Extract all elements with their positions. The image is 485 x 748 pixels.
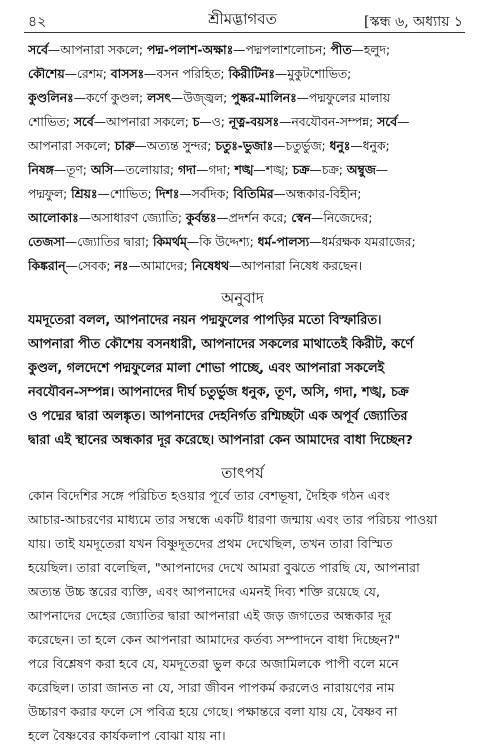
translation-line: কুণ্ডল, গলদেশে পদ্মফুলের মালা শোভা পাচ্ছে, এবং আপনারা সকলেই xyxy=(28,361,385,376)
purport-line: আচার-আচরণের মাধ্যমে তার সম্বন্ধে একটি ধারণা জন্মায় এবং তার পরিচয় পাওয়া xyxy=(28,512,438,527)
purport-line: করেছেন। তা হলে কেন আপনারা আমাদের কর্তব্য সম্পাদনে বাধা দিচ্ছেন?" xyxy=(28,632,401,647)
synonym-line: কিঙ্করান্—সেবক; নঃ—আমাদের; নিষেধথ—আপনারা নিষেধ করছেন। xyxy=(28,259,363,273)
synonym-line: সর্বে—আপনারা সকলে; পদ্ম-পলাশ-অক্ষাঃ—পদ্মপলাশলোচন; পীত—হলুদ; xyxy=(28,43,391,57)
translation-heading: অনুবাদ xyxy=(221,289,264,307)
purport-line: যায়। তাই যমদূতেরা যখন বিষ্ণুদূতদের প্রথম দেখেছিল, তখন তারা বিস্মিত xyxy=(28,536,393,551)
running-title: শ্রীমদ্ভাগবত xyxy=(208,10,277,28)
chapter-reference: [স্কন্ধ ৬, অধ্যায় ১ xyxy=(364,14,463,30)
page-header xyxy=(0,6,485,32)
translation-line: যমদূতেরা বলল, আপনাদের নয়ন পদ্মফুলের পাপড়ির মতো বিস্ফারিত। xyxy=(28,313,382,328)
purport-block xyxy=(28,484,460,748)
translation-line: ও পদ্মের দ্বারা অলঙ্কৃত। আপনাদের দেহনির্গত রশ্মিচ্ছটা এক অপূর্ব জ্যোতির xyxy=(28,409,408,424)
purport-line: কোন বিদেশির সঙ্গে পরিচিত হওয়ার পূর্বে তার বেশভূষা, দৈহিক গঠন এবং xyxy=(28,488,391,503)
purport-line: পরে বিশ্লেষণ করা হবে যে, যমদূতেরা ভুল করে অজামিলকে পাপী বলে মনে xyxy=(28,656,399,671)
purport-line: উচ্চারণ করার ফলে সে পবিত্র হয়ে গেছে। পক্ষান্তরে বলা যায় যে, বৈষ্ণব না xyxy=(28,704,398,719)
synonym-line: কৌশেয়—রেশম; বাসসঃ—বসন পরিহিত; কিরীটিনঃ—মুকুটশোভিত; xyxy=(28,67,352,81)
purport-line: আপনাদের দেহের জ্যোতির দ্বারা আপনারা এই জড় জগতের অন্ধকার দূর xyxy=(28,608,392,623)
synonym-line: পদ্মফুল; শ্রিয়ঃ—শোভিত; দিশঃ—সর্বদিক; বিতিমির—অন্ধকার-বিহীন; xyxy=(28,187,362,201)
synonym-line: কুণ্ডলিনঃ—কর্ণে কুণ্ডল; লসৎ—উজ্জ্বল; পুষ্কর-মালিনঃ—পদ্মফুলের মালায় xyxy=(28,91,390,105)
translation-block xyxy=(28,309,460,453)
synonym-line: শোভিত; সর্বে—আপনারা সকলে; চ—ও; নূত্ন-বয়সঃ—নবযৌবন-সম্পন্ন; সর্বে— xyxy=(28,115,410,129)
synonym-line: নিষঙ্গ—তূণ; অসি—তলোয়ার; গদা—গদা; শঙ্খ—শঙ্খ; চক্র—চক্র; অম্বুজ— xyxy=(28,163,388,177)
purport-line: হয়েছিল। তারা বলেছিল, "আপনাদের দেখে আমরা বুঝতে পারছি যে, আপনারা xyxy=(28,560,420,575)
translation-line: দ্বারা এই স্থানের অন্ধকার দূর করেছে। আপনারা কেন আমাদের বাধা দিচ্ছেন? xyxy=(28,433,413,448)
synonym-line: আলোকাঃ—অসাধারণ জ্যোতি; কুর্বন্তঃ—প্রদর্শন করে; স্বেন—নিজেদের; xyxy=(28,211,373,225)
purport-line: হলে বৈষ্ণবের কার্যকলাপ বোঝা যায় না। xyxy=(28,728,226,743)
synonym-line: আপনারা সকলে; চারু—অত্যন্ত সুন্দর; চতুঃ-ভুজাঃ—চতুর্ভুজ; ধনুঃ—ধনুক; xyxy=(28,139,390,153)
translation-line: আপনারা পীত কৌশেয় বসনধারী, আপনাদের সকলের মাথাতেই কিরীট, কর্ণে xyxy=(28,337,414,352)
translation-line: নবযৌবন-সম্পন্ন। আপনাদের দীর্ঘ চতুর্ভুজ ধনুক, তূণ, অসি, গদা, শঙ্খ, চক্র xyxy=(28,385,409,400)
synonyms-block xyxy=(28,38,460,278)
synonym-line: তেজসা—জ্যোতির দ্বারা; কিমর্থম্—কি উদ্দেশ্য; ধর্ম-পালস্য—ধর্মরক্ষক যমরাজের; xyxy=(28,235,416,249)
header-rule xyxy=(24,32,465,33)
purport-line: অত্যন্ত উচ্চ স্তরের ব্যক্তি, এবং আপনাদের এমনই দিব্য শক্তি রয়েছে যে, xyxy=(28,584,381,599)
purport-heading: তাৎপর্য xyxy=(221,464,264,482)
purport-line: করেছিল। তারা জানত না যে, সারা জীবন পাপকর্ম করলেও নারায়ণের নাম xyxy=(28,680,395,695)
page-number: ৪২ xyxy=(28,14,47,30)
